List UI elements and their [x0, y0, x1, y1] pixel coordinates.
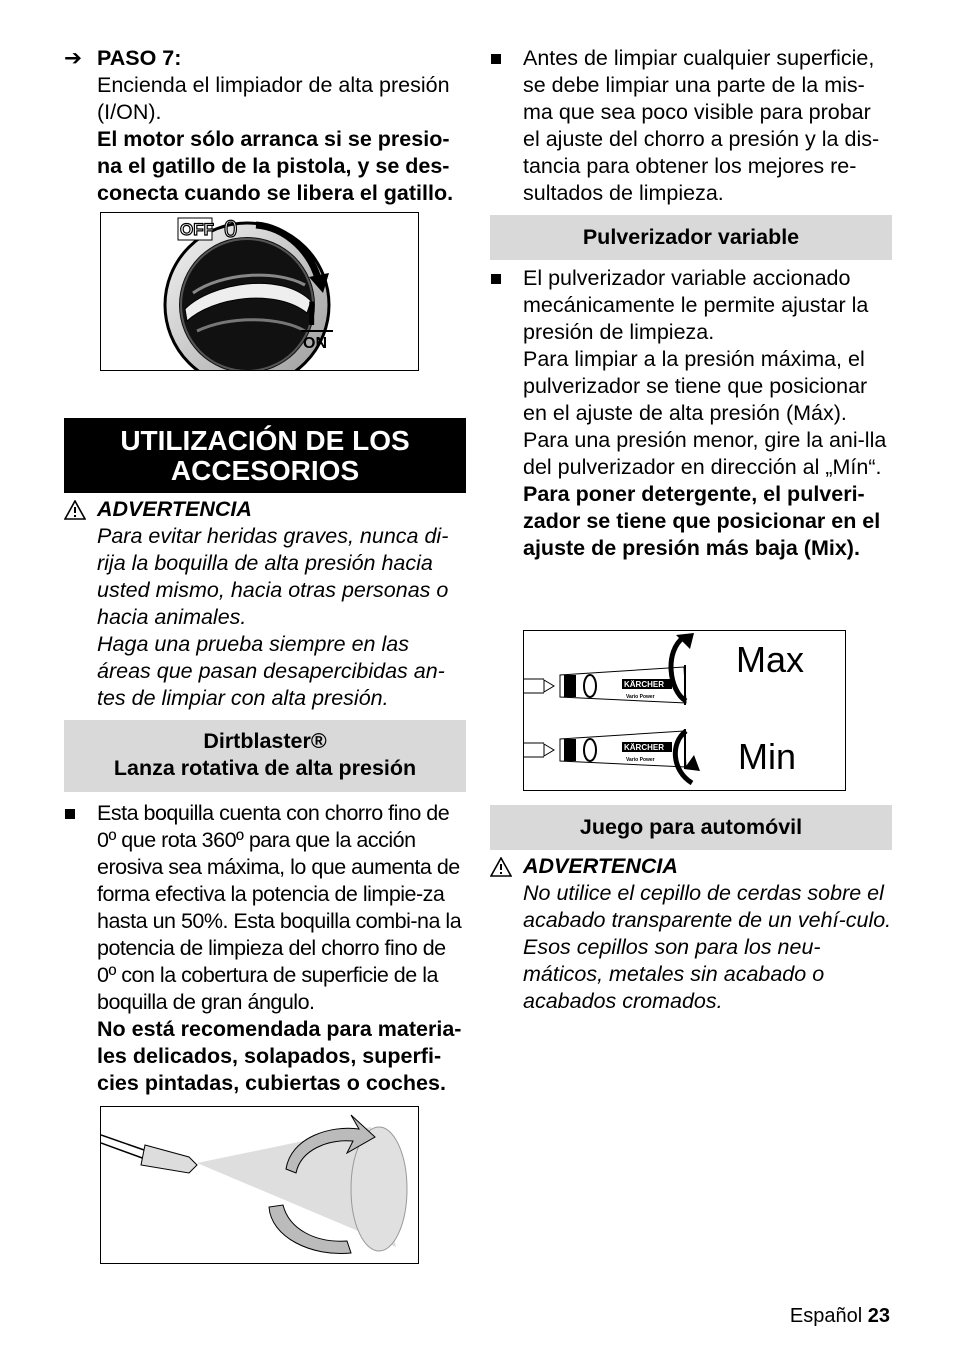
- on-symbol: I: [307, 295, 317, 333]
- warning-title: ADVERTENCIA: [97, 497, 252, 521]
- min-label: Min: [738, 736, 797, 777]
- auto-warning-title-row: [490, 853, 892, 880]
- warning-text-2: Haga una prueba siempre en las áreas que pasan desapercibidas an-tes de limpiar con alta presión.: [97, 632, 445, 710]
- section-title: [64, 418, 466, 493]
- off-symbol: 0: [224, 216, 238, 243]
- nozzle-min: [524, 729, 700, 783]
- section-title-line-2: ACCESORIOS: [170, 455, 360, 486]
- brand-label-bottom: KÄRCHER: [624, 743, 664, 752]
- dirtblaster-bold-text: No está recomendada para materia-les delicados, solapados, superfi-cies pintadas, cubiertas o coches.: [97, 1017, 462, 1095]
- page-footer: [790, 1303, 890, 1330]
- vario-nozzle-illustration: [524, 631, 845, 790]
- arrow-right-icon: ➔: [64, 46, 83, 70]
- warning-triangle-icon: [64, 500, 86, 520]
- step-bold-text: El motor sólo arranca si se presio-na el gatillo de la pistola, y se des-conecta cuando se libera el gatillo.: [97, 127, 454, 205]
- warning-triangle-icon: [490, 857, 512, 877]
- sub-label-top: Vario Power: [626, 694, 655, 700]
- intro-text: Antes de limpiar cualquier superficie, se debe limpiar una parte de la mis-ma que sea poco visible para probar el ajuste del chorro a presión y la dis-tancia para obtener los mejores re-sultados de limpieza.: [490, 45, 892, 207]
- step-title: PASO 7:: [97, 46, 182, 70]
- nozzle-max: [524, 633, 694, 705]
- left-column: [64, 45, 466, 207]
- footer-language: Español: [789, 1305, 863, 1327]
- auto-warning-text: No utilice el cepillo de cerdas sobre el acabado transparente de un vehí-culo. Esos cepillos son para los neu-máticos, metales sin acabado o acabados cromados.: [523, 881, 892, 1013]
- on-off-dial-illustration: [101, 213, 418, 370]
- auto-warning-block: [490, 853, 892, 1015]
- step-7-block: [64, 45, 466, 207]
- left-column-lower: [64, 418, 466, 1097]
- dirtblaster-block: [64, 800, 466, 1097]
- auto-warning-title: ADVERTENCIA: [523, 854, 678, 878]
- on-label: ON: [303, 335, 327, 352]
- warning-title-row: [64, 496, 466, 523]
- right-column-lower: [490, 805, 892, 1015]
- vario-nozzle-figure: [523, 630, 846, 791]
- sub-label-bottom: Vario Power: [626, 757, 655, 763]
- pulverizador-text-2: Para limpiar a la presión máxima, el pulverizador se tiene que posicionar en el ajuste de alta presión (Máx).: [523, 347, 868, 425]
- step-text: Encienda el limpiador de alta presión (I/ON).: [97, 73, 450, 124]
- max-label: Max: [736, 639, 805, 680]
- warning-block: [64, 496, 466, 712]
- rotary-nozzle-figure: [100, 1106, 419, 1264]
- pulverizador-text-1: El pulverizador variable accionado mecánicamente le permite ajustar la presión de limpieza.: [490, 265, 892, 346]
- dirtblaster-heading-line-1: Dirtblaster®: [203, 729, 327, 753]
- pulverizador-heading: Pulverizador variable: [490, 215, 892, 260]
- page-number: 23: [867, 1305, 890, 1327]
- dirtblaster-heading-line-2: Lanza rotativa de alta presión: [113, 756, 417, 780]
- off-label: OFF: [180, 220, 214, 239]
- pulverizador-text-3: Para una presión menor, gire la ani-lla del pulverizador en dirección al „Mín“.: [523, 428, 887, 479]
- warning-text-1: Para evitar heridas graves, nunca di-rija la boquilla de alta presión hacia usted mismo, hacia otras personas o hacia animales.: [97, 524, 449, 629]
- dirtblaster-heading: [64, 720, 466, 792]
- pulverizador-bold-text: Para poner detergente, el pulveri-zador se tiene que posicionar en el ajuste de presión más baja (Mix).: [523, 482, 881, 560]
- right-column: [490, 45, 892, 562]
- brand-label-top: KÄRCHER: [624, 680, 664, 689]
- rotary-nozzle-illustration: [101, 1107, 418, 1263]
- section-title-line-1: UTILIZACIÓN DE LOS: [120, 425, 410, 456]
- auto-kit-heading: Juego para automóvil: [490, 805, 892, 850]
- on-off-switch-figure: [100, 212, 419, 371]
- dirtblaster-text: Esta boquilla cuenta con chorro fino de 0º que rota 360º para que la acción erosiva sea máxima, lo que aumenta de forma efectiva la potencia de limpie-za hasta un 50%. Esta boquilla combi-na la potencia de limpieza del chorro fino de 0º con la cobertura de superficie de la boquilla de gran ángulo.: [64, 800, 466, 1016]
- pulverizador-block: [490, 265, 892, 562]
